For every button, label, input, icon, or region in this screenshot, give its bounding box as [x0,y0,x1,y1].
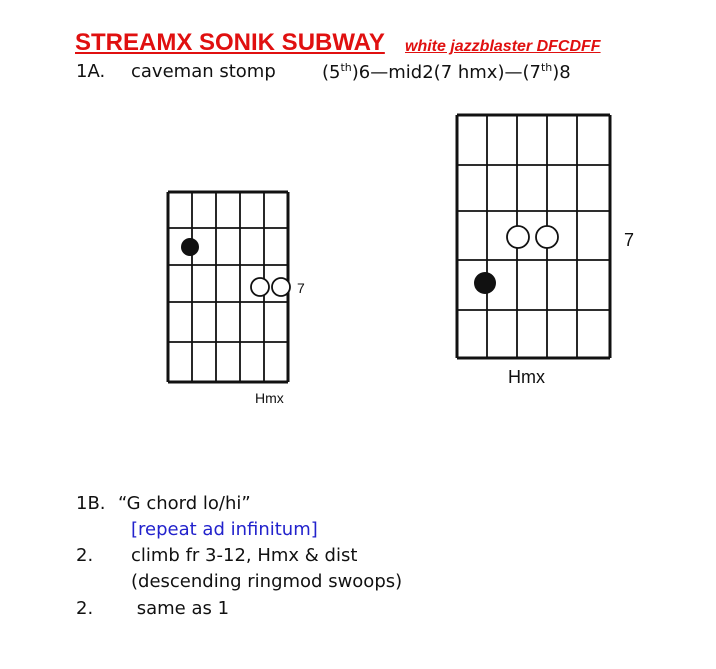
song-part-note: (descending ringmod swoops) [131,571,403,592]
harmonic-dot [272,278,290,296]
seq-sup: th [340,61,352,74]
line-1a [76,61,105,82]
song-part-text: same as 1 [131,598,230,619]
line-number: 2. [76,545,94,566]
fretted-note-dot [181,238,199,256]
fret-number-label: 7 [297,280,305,296]
line-1a-text [131,61,276,82]
repeat-note: [repeat ad infinitum] [131,519,318,540]
fretted-note-dot [474,272,496,294]
chord-diagram-small [150,180,320,415]
diagram-caption: Hmx [255,390,284,406]
song-part-text: “G chord lo/hi” [118,493,251,514]
seq-sup: th [540,61,553,74]
fret-number-label: 7 [624,230,635,250]
fretboard-grid [168,192,288,382]
song-part-name: caveman stomp [131,61,276,82]
harmonic-dot [251,278,269,296]
page-title: STREAMX SONIK SUBWAY [75,29,385,56]
song-part-text: climb fr 3-12, Hmx & dist [131,545,358,566]
seq-part: (5 [322,62,341,83]
seq-part: )6—mid2(7 hmx)—(7 [351,62,541,83]
harmonic-dot [507,226,529,248]
fretboard-grid [457,115,610,358]
seq-part: )8 [552,62,571,83]
line-number: 1B. [76,493,106,514]
line-number: 2. [76,598,94,619]
page-subtitle: white jazzblaster DFCDFF [405,38,601,55]
line-number: 1A. [76,61,106,82]
harmonic-dot [536,226,558,248]
chord-diagram-large [440,105,660,395]
fret-sequence [322,61,571,83]
diagram-caption: Hmx [508,367,545,387]
